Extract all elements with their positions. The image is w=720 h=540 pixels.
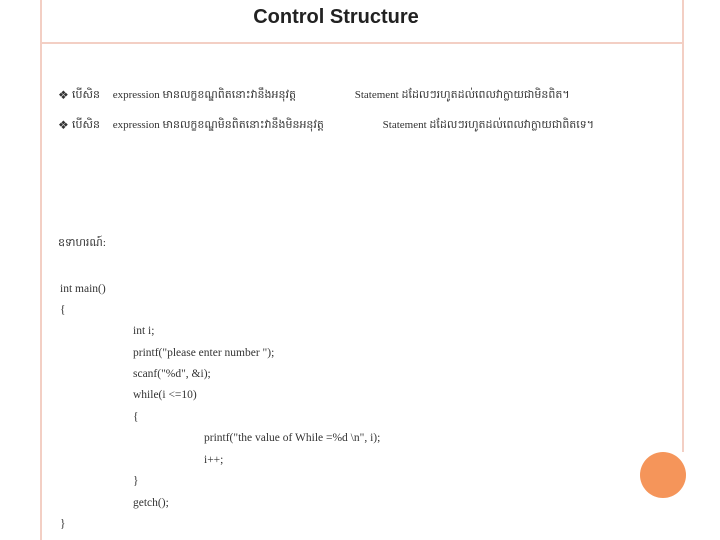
bullet-keyword: expression	[112, 119, 160, 132]
code-line-7: {	[133, 411, 139, 423]
bullet-item-1	[58, 88, 570, 104]
example-label: ឧទាហរណ៍:	[58, 237, 106, 249]
code-line-12: }	[60, 518, 66, 530]
bullet-condition: មានលក្ខខណ្ឌពិតនោះវានឹងអនុវត្ត	[162, 89, 296, 102]
code-line-5: scanf("%d", &i);	[133, 368, 211, 380]
code-line-9: i++;	[204, 454, 224, 466]
bullet-lead: បើសិន	[72, 89, 100, 102]
bullet-result: ដដែលៗរហូតដល់ពេលវាក្លាយជាពិតទេ។	[429, 119, 595, 132]
code-line-2: {	[60, 304, 66, 316]
code-line-8: printf("the value of While =%d \n", i);	[204, 432, 381, 444]
frame-left-line	[40, 0, 42, 540]
code-line-11: getch();	[133, 497, 169, 509]
code-line-10: }	[133, 475, 139, 487]
bullet-item-2	[58, 118, 594, 134]
bullet-result: ដដែលៗរហូតដល់ពេលវាក្លាយជាមិនពិត។	[401, 89, 570, 102]
bullet-keyword: expression	[112, 89, 160, 102]
decorative-circle	[640, 452, 686, 498]
bullet-statement: Statement	[354, 89, 399, 102]
bullet-statement: Statement	[382, 119, 427, 132]
diamond-bullet-icon: ❖	[58, 118, 69, 132]
code-line-6: while(i <=10)	[133, 389, 197, 401]
code-line-1: int main()	[60, 283, 106, 295]
diamond-bullet-icon: ❖	[58, 88, 69, 102]
code-line-3: int i;	[133, 325, 155, 337]
bullet-condition: មានលក្ខខណ្ឌមិនពិតនោះវានឹងមិនអនុវត្ត	[162, 119, 324, 132]
frame-top-line	[40, 42, 684, 44]
code-line-4: printf("please enter number ");	[133, 347, 275, 359]
bullet-lead: បើសិន	[72, 119, 100, 132]
frame-right-line	[682, 0, 684, 452]
slide-title: Control Structure	[253, 6, 419, 28]
